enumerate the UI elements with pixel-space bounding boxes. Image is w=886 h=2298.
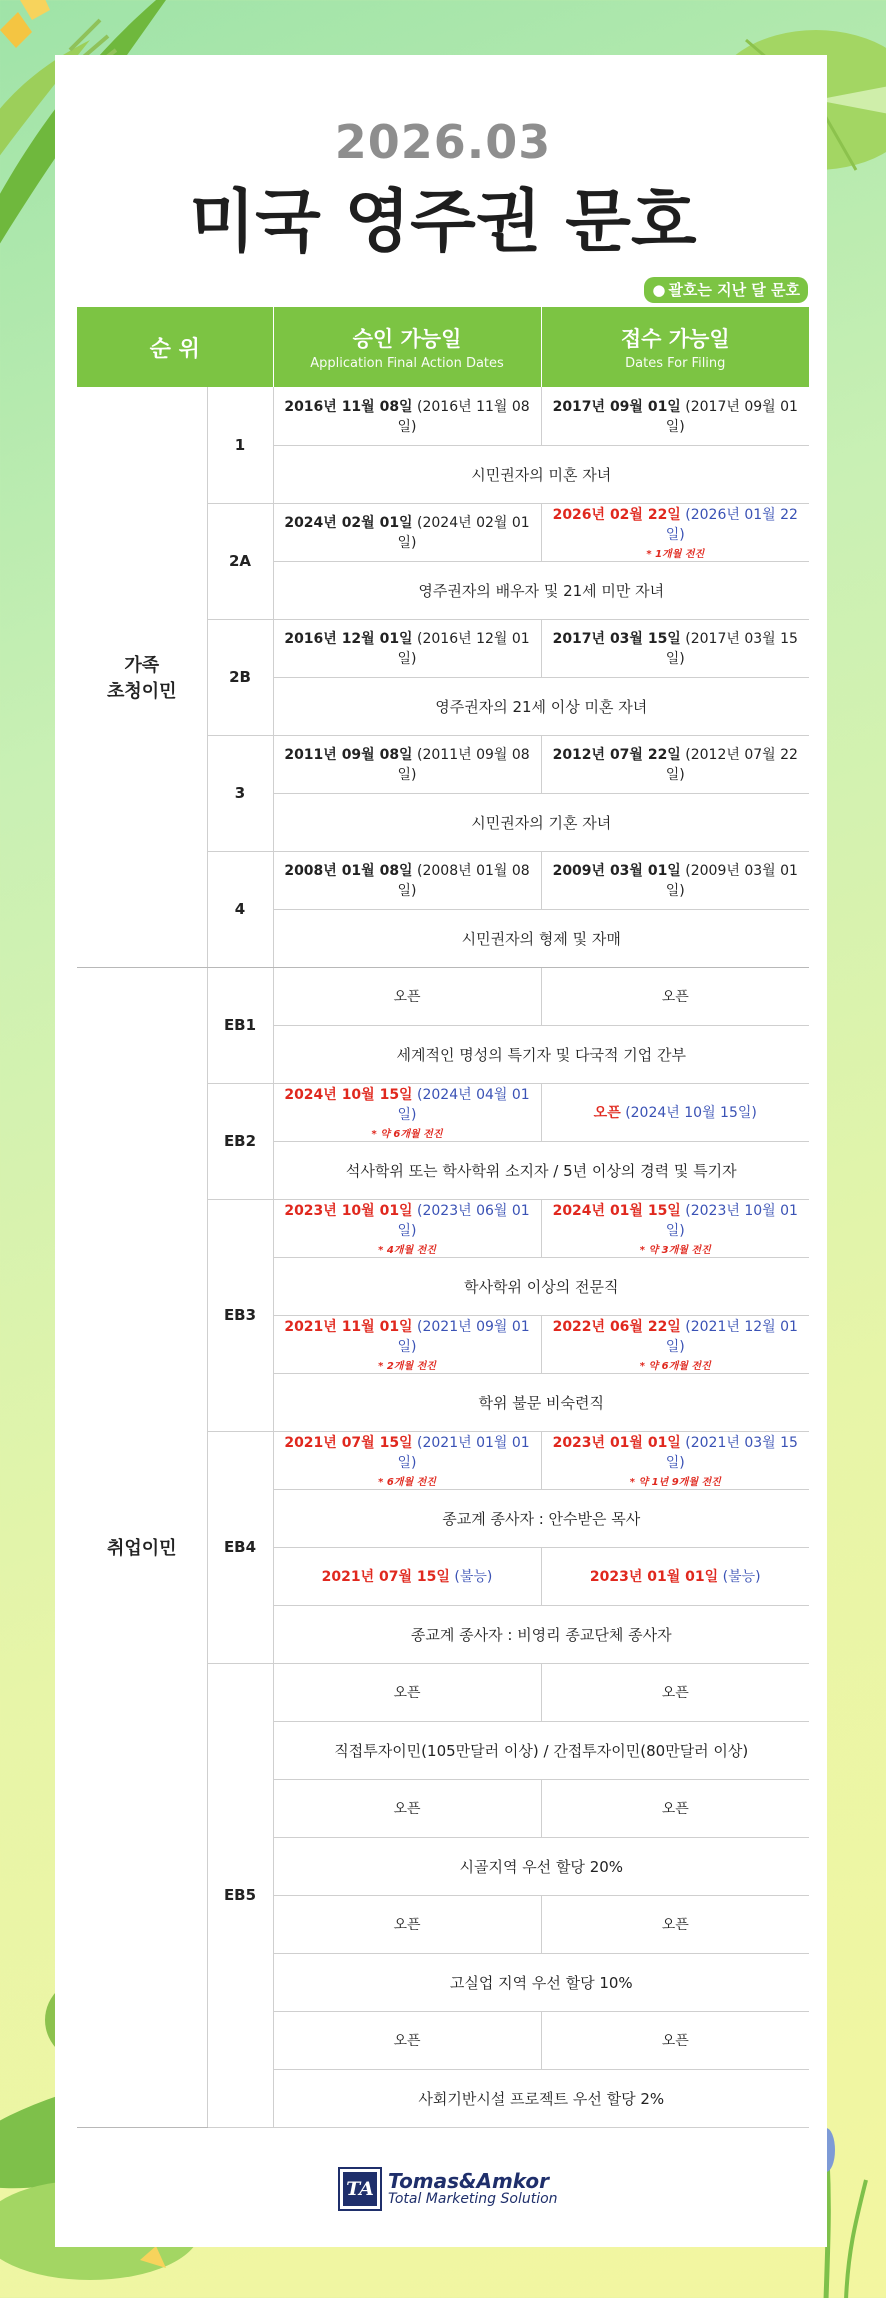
filing-date: 2026년 02월 22일 (2026년 01월 22일) * 1개월 전진 [541, 503, 809, 561]
final-action-date: 2024년 10월 15일 (2024년 04월 01일) * 약 6개월 전진 [273, 1083, 541, 1141]
advance-note: * 약 3개월 전진 [639, 1245, 711, 1256]
final-action-date: 2024년 02월 01일 (2024년 02월 01일) [273, 503, 541, 561]
parenthesis-note [644, 277, 808, 303]
filing-date: 오픈 [541, 1895, 809, 1953]
filing-date: 오픈 [541, 1663, 809, 1721]
final-action-date: 오픈 [273, 1779, 541, 1837]
header-filing-ko: 접수 가능일 [620, 327, 730, 351]
category-description: 시민권자의 기혼 자녀 [273, 793, 809, 851]
final-action-date: 2021년 07월 15일 (2021년 01월 01일) * 6개월 전진 [273, 1431, 541, 1489]
advance-note: * 약 6개월 전진 [371, 1129, 443, 1140]
filing-date: 2012년 07월 22일 (2012년 07월 22일) [541, 735, 809, 793]
category-description: 직접투자이민(105만달러 이상) / 간접투자이민(80만달러 이상) [273, 1721, 809, 1779]
preference-label: EB4 [207, 1431, 273, 1663]
brand-tagline: Total Marketing Solution [388, 2191, 558, 2208]
final-action-date: 2008년 01월 08일 (2008년 01월 08일) [273, 851, 541, 909]
category-description: 종교계 종사자 : 비영리 종교단체 종사자 [273, 1605, 809, 1663]
final-action-date: 2011년 09월 08일 (2011년 09월 08일) [273, 735, 541, 793]
category-employment: 취업이민 [77, 967, 207, 2127]
advance-note: * 4개월 전진 [378, 1245, 436, 1256]
header-rank: 순 위 [77, 307, 273, 387]
final-action-date: 2016년 11월 08일 (2016년 11월 08일) [273, 387, 541, 445]
preference-label: EB2 [207, 1083, 273, 1199]
filing-date: 2023년 01월 01일 (불능) [541, 1547, 809, 1605]
filing-date: 오픈 [541, 1779, 809, 1837]
final-action-date: 2021년 07월 15일 (불능) [273, 1547, 541, 1605]
filing-date: 2022년 06월 22일 (2021년 12월 01일) * 약 6개월 전진 [541, 1315, 809, 1373]
preference-label: 4 [207, 851, 273, 967]
advance-note: * 약 1년 9개월 전진 [629, 1477, 721, 1488]
final-action-date: 오픈 [273, 1663, 541, 1721]
category-description: 영주권자의 배우자 및 21세 미만 자녀 [273, 561, 809, 619]
note-text: 괄호는 지난 달 문호 [668, 281, 800, 299]
category-description: 시민권자의 미혼 자녀 [273, 445, 809, 503]
table-row [77, 387, 809, 445]
final-action-date: 2021년 11월 01일 (2021년 09월 01일) * 2개월 전진 [273, 1315, 541, 1373]
filing-date: 2009년 03월 01일 (2009년 03월 01일) [541, 851, 809, 909]
header-filing-en: Dates For Filing [625, 356, 726, 371]
brand-name: Tomas&Amkor [388, 2169, 549, 2194]
preference-label: 2A [207, 503, 273, 619]
category-description: 영주권자의 21세 이상 미혼 자녀 [273, 677, 809, 735]
header-final-action [273, 307, 541, 387]
final-action-date: 오픈 [273, 1895, 541, 1953]
filing-date: 오픈 [541, 2011, 809, 2069]
category-description: 학위 불문 비숙련직 [273, 1373, 809, 1431]
preference-label: EB3 [207, 1199, 273, 1431]
filing-date: 오픈 [541, 967, 809, 1025]
category-description: 사회기반시설 프로젝트 우선 할당 2% [273, 2069, 809, 2127]
filing-date: 2024년 01월 15일 (2023년 10월 01일) * 약 3개월 전진 [541, 1199, 809, 1257]
logo-text [388, 2171, 558, 2207]
preference-label: EB1 [207, 967, 273, 1083]
advance-note: * 약 6개월 전진 [639, 1361, 711, 1372]
header-final-en: Application Final Action Dates [310, 356, 504, 371]
bullet-icon: ● [652, 281, 666, 299]
category-description: 석사학위 또는 학사학위 소지자 / 5년 이상의 경력 및 특기자 [273, 1141, 809, 1199]
company-logo[interactable] [338, 2165, 558, 2213]
header-filing [541, 307, 809, 387]
preference-label: EB5 [207, 1663, 273, 2127]
header-final-ko: 승인 가능일 [352, 327, 462, 351]
logo-mark: TA [338, 2167, 382, 2211]
filing-date: 2023년 01월 01일 (2021년 03월 15일) * 약 1년 9개월 전진 [541, 1431, 809, 1489]
preference-label: 3 [207, 735, 273, 851]
category-description: 고실업 지역 우선 할당 10% [273, 1953, 809, 2011]
final-action-date: 2016년 12월 01일 (2016년 12월 01일) [273, 619, 541, 677]
category-description: 시민권자의 형제 및 자매 [273, 909, 809, 967]
category-description: 종교계 종사자 : 안수받은 목사 [273, 1489, 809, 1547]
filing-date: 오픈 (2024년 10월 15일) [541, 1083, 809, 1141]
year-month: 2026.03 [334, 115, 552, 169]
filing-date: 2017년 03월 15일 (2017년 03월 15일) [541, 619, 809, 677]
table-header-row [77, 307, 809, 387]
table-row [77, 967, 809, 1025]
advance-note: * 2개월 전진 [378, 1361, 436, 1372]
final-action-date: 오픈 [273, 2011, 541, 2069]
page-title: 미국 영주권 문호 [189, 183, 697, 262]
advance-note: * 1개월 전진 [646, 549, 705, 560]
visa-bulletin-table [77, 307, 809, 2128]
final-action-date: 2023년 10월 01일 (2023년 06월 01일) * 4개월 전진 [273, 1199, 541, 1257]
category-description: 학사학위 이상의 전문직 [273, 1257, 809, 1315]
preference-label: 1 [207, 387, 273, 503]
final-action-date: 오픈 [273, 967, 541, 1025]
category-description: 시골지역 우선 할당 20% [273, 1837, 809, 1895]
category-family: 가족 초청이민 [77, 387, 207, 967]
filing-date: 2017년 09월 01일 (2017년 09월 01일) [541, 387, 809, 445]
preference-label: 2B [207, 619, 273, 735]
advance-note: * 6개월 전진 [378, 1477, 436, 1488]
category-description: 세계적인 명성의 특기자 및 다국적 기업 간부 [273, 1025, 809, 1083]
